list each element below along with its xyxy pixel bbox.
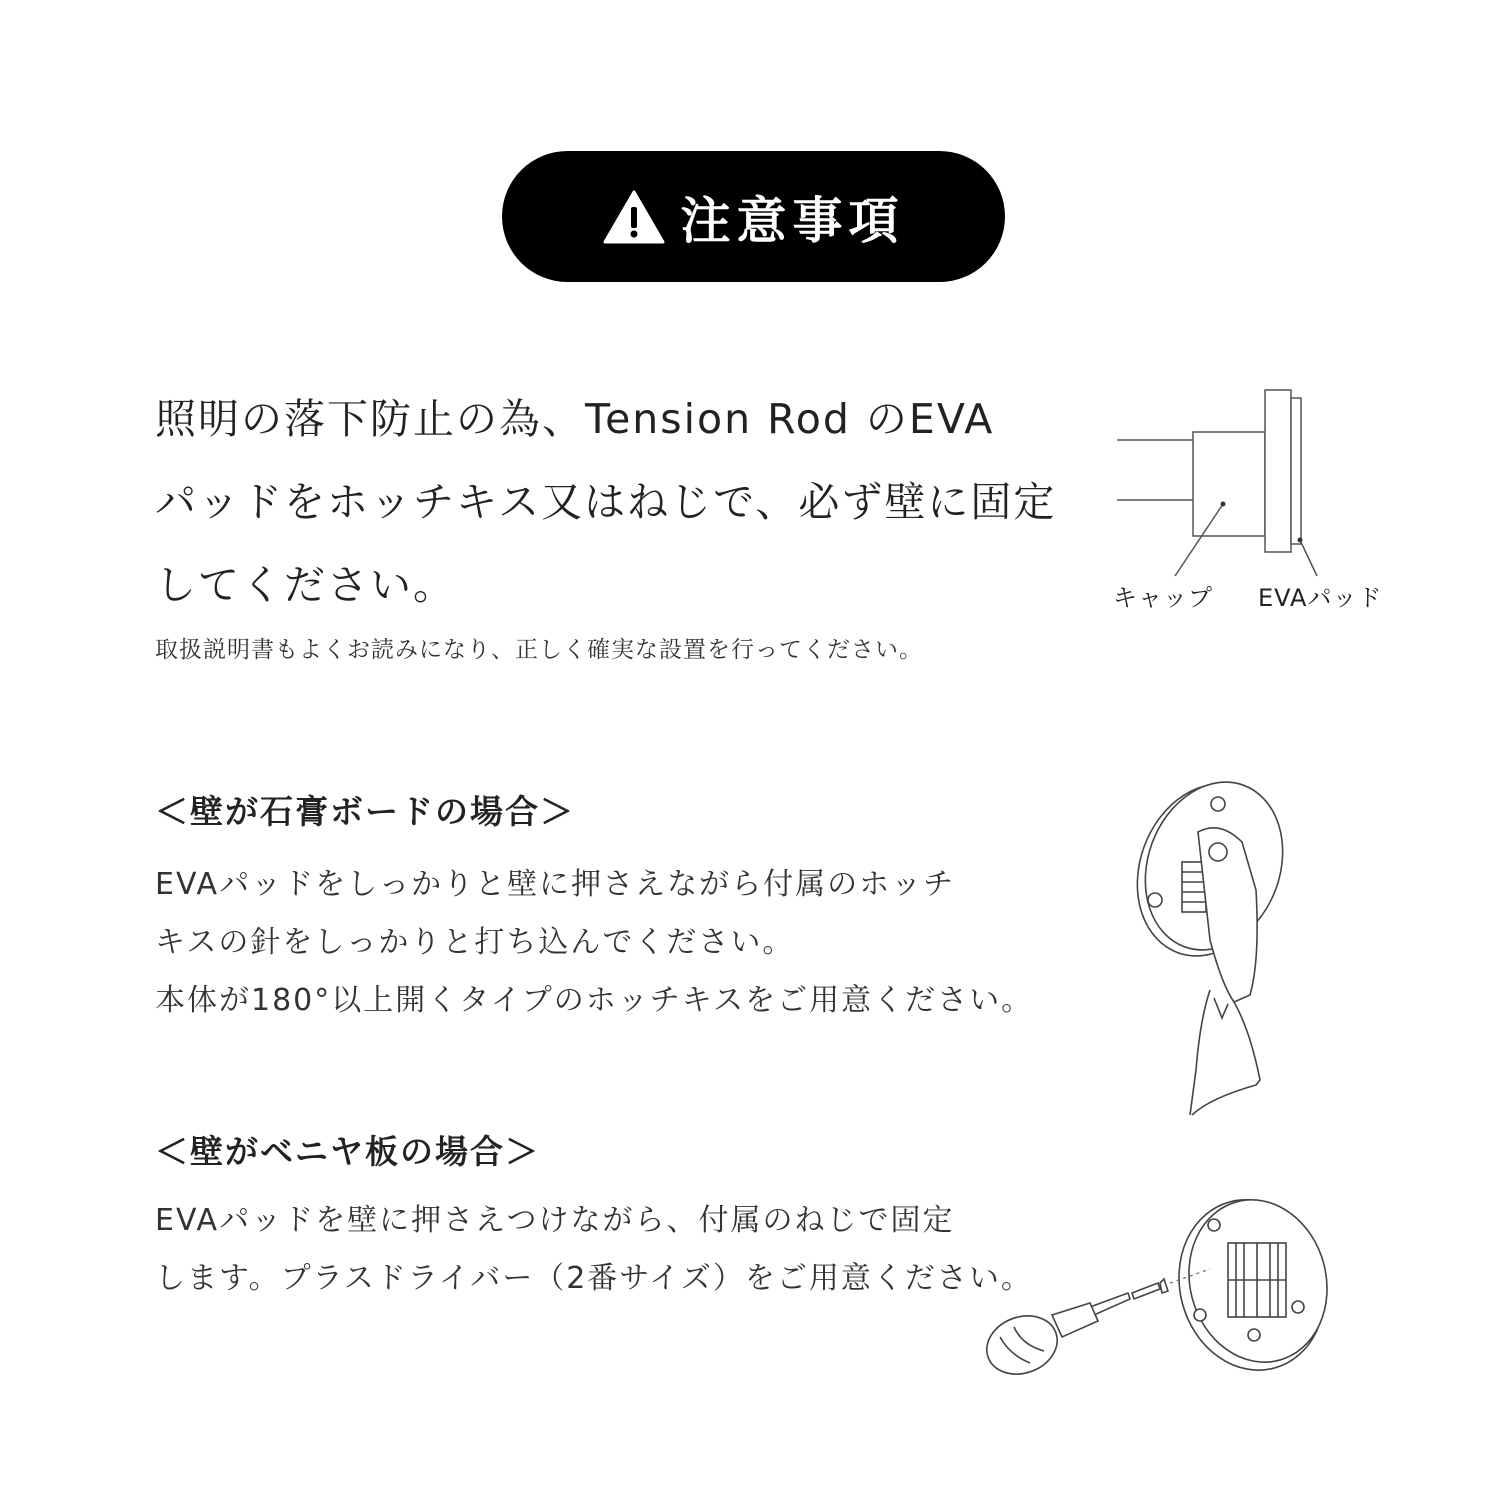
intro-line-1: 照明の落下防止の為、Tension Rod のEVA — [155, 395, 995, 443]
caution-title: 注意事項 — [680, 191, 905, 250]
caution-badge — [502, 151, 1005, 282]
warning-icon — [603, 190, 665, 244]
manual-note: 取扱説明書もよくお読みになり、正しく確実な設置を行ってください。 — [155, 637, 923, 663]
gypsum-line-3: 本体が180°以上開くタイプのホッチキスをご用意ください。 — [155, 983, 1034, 1018]
gypsum-line-2: キスの針をしっかりと打ち込んでください。 — [155, 925, 795, 960]
intro-line-2: パッドをホッチキス又はねじで、必ず壁に固定 — [155, 478, 1057, 526]
intro-line-3: してください。 — [155, 561, 456, 609]
plywood-text — [155, 1192, 1065, 1308]
gypsum-text — [155, 856, 1065, 1030]
gypsum-heading: ＜壁が石膏ボードの場合＞ — [155, 792, 575, 831]
cap-label: キャップ — [1113, 584, 1213, 612]
stapler-diagram — [1130, 780, 1300, 1120]
eva-pad-label: EVAパッド — [1258, 584, 1383, 612]
plywood-heading: ＜壁がベニヤ板の場合＞ — [155, 1132, 540, 1171]
gypsum-line-1: EVAパッドをしっかりと壁に押さえながら付属のホッチ — [155, 867, 956, 902]
plywood-line-2: します。プラスドライバー（2番サイズ）をご用意ください。 — [155, 1261, 1033, 1296]
plywood-line-1: EVAパッドを壁に押さえつけながら、付属のねじで固定 — [155, 1203, 955, 1238]
screwdriver-diagram — [970, 1195, 1350, 1415]
intro-text — [155, 378, 1055, 627]
